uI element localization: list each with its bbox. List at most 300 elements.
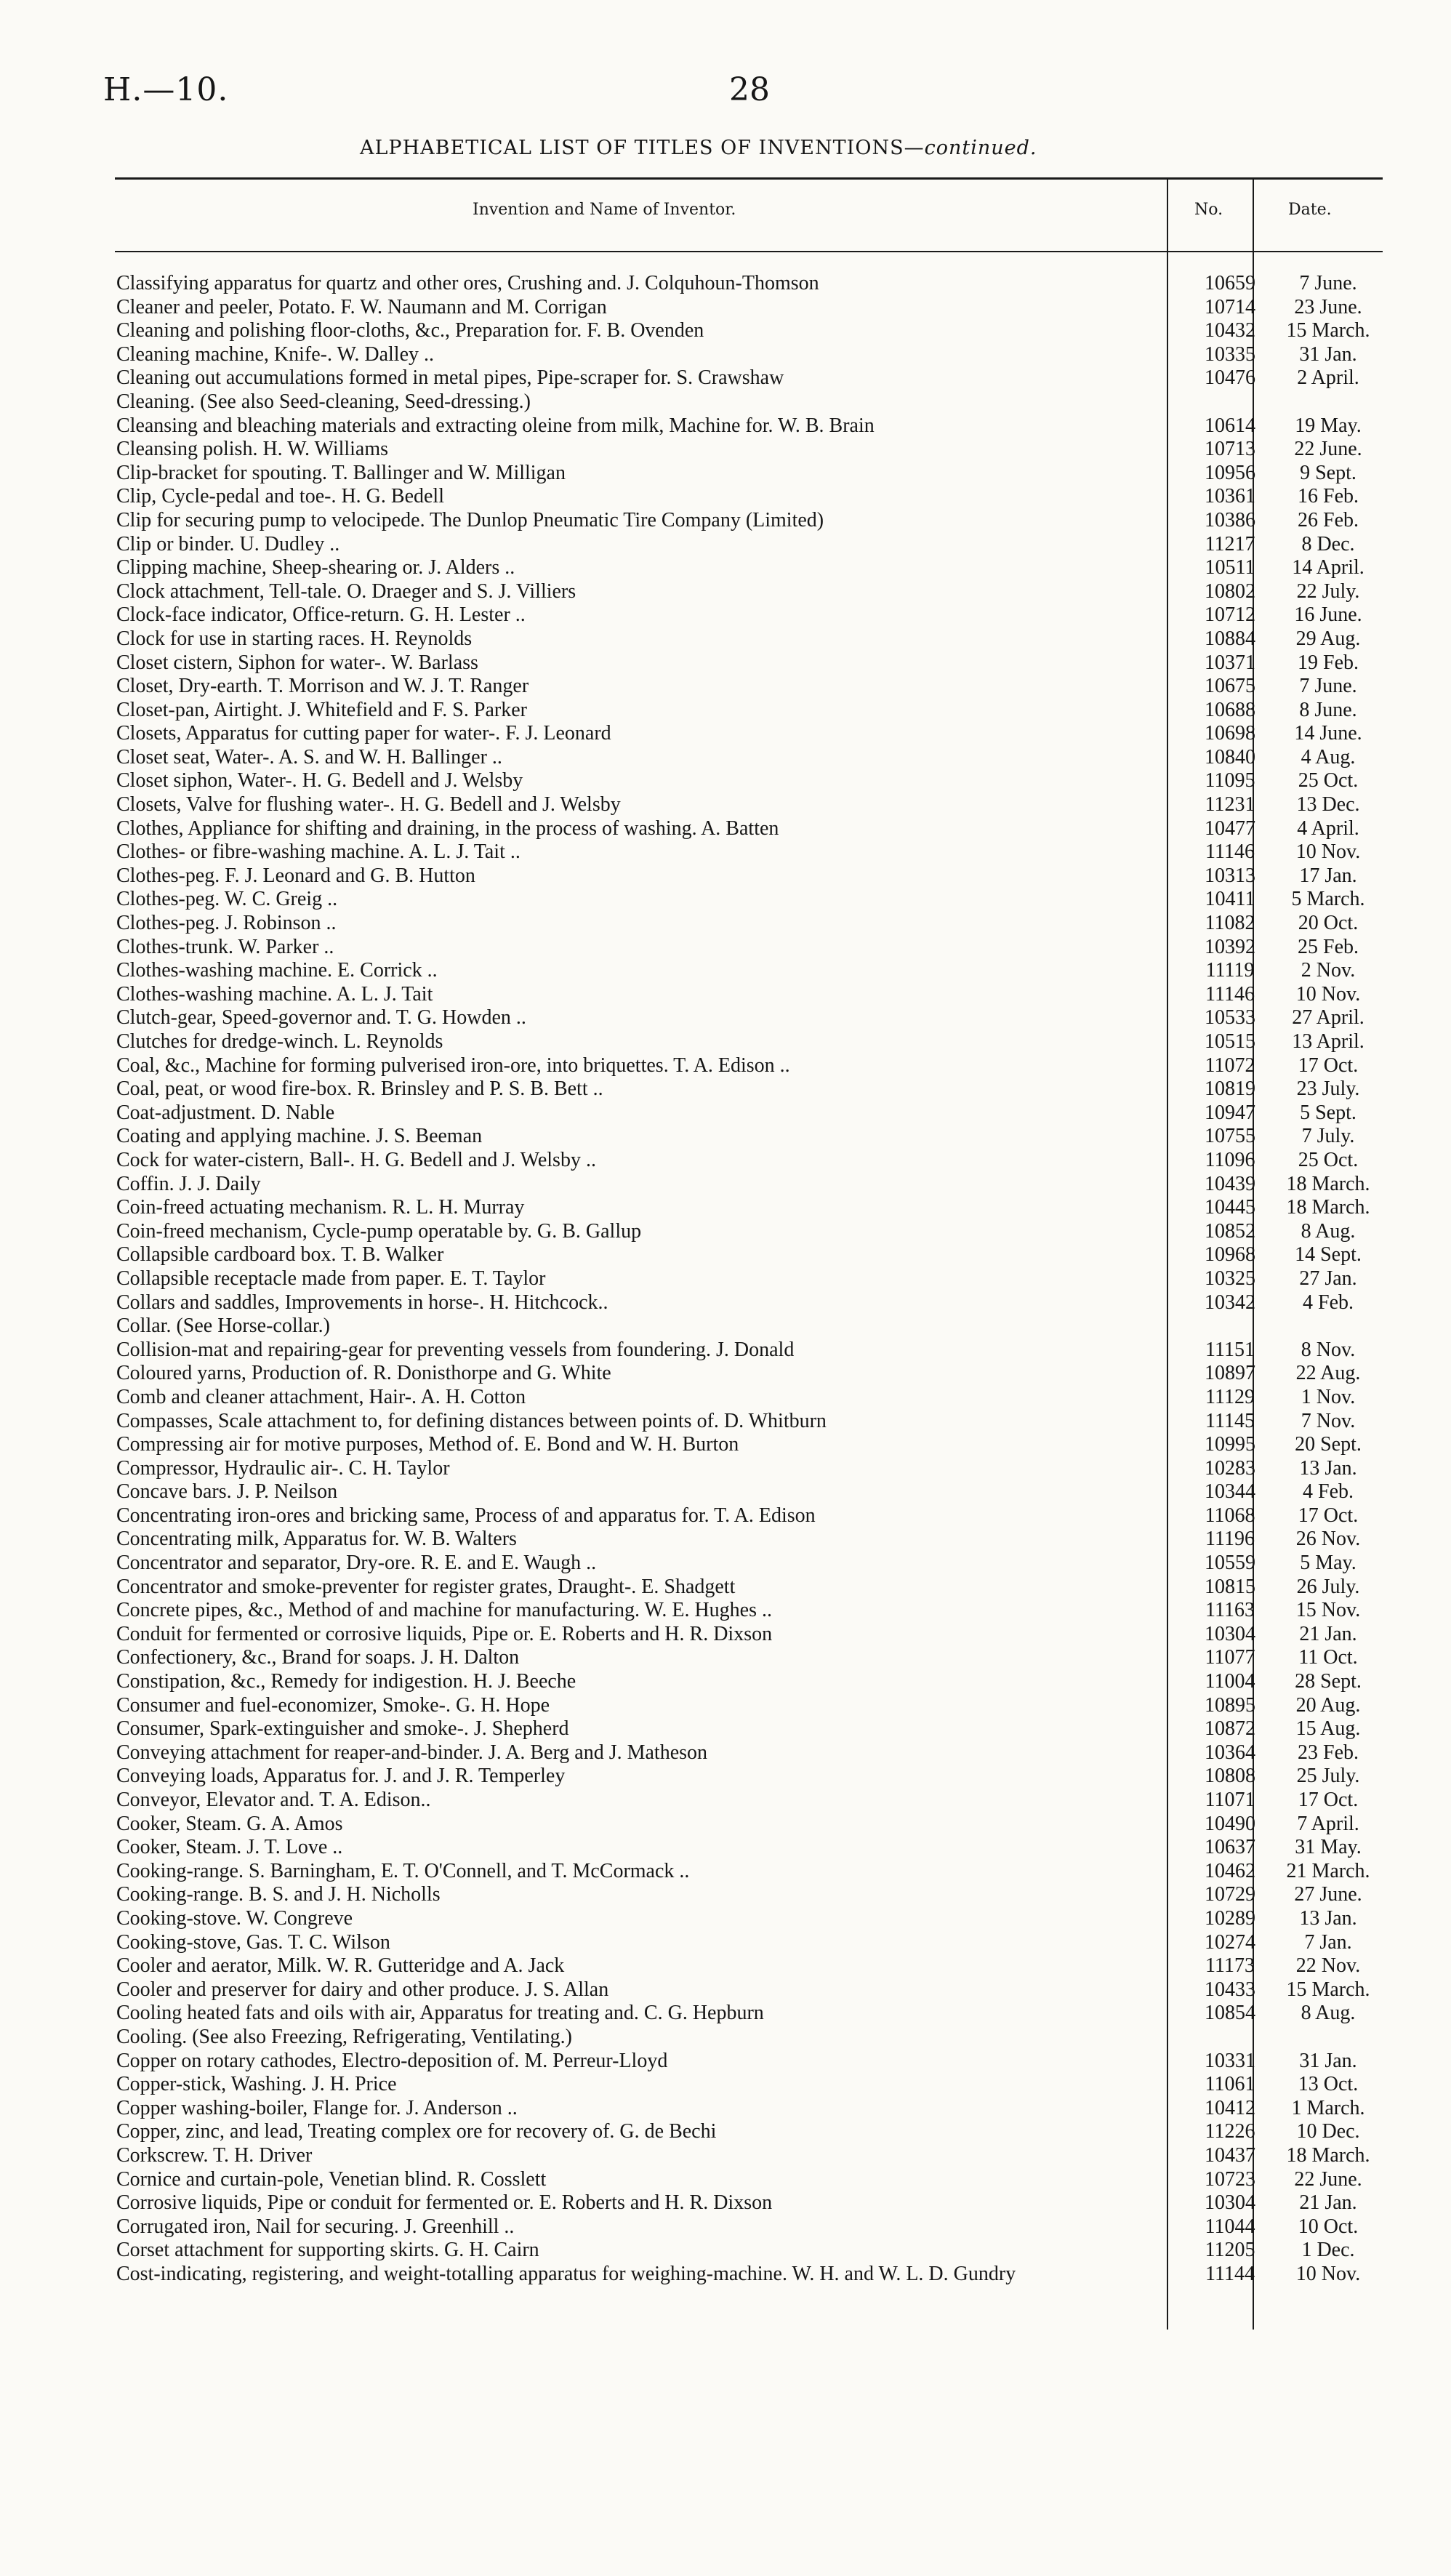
list-item	[116, 1125, 1367, 1149]
patent-number: 10815	[1205, 1575, 1255, 1598]
patent-number: 11129	[1205, 1385, 1255, 1408]
patent-date: 2 Nov.	[1301, 959, 1356, 982]
patent-number: 10698	[1205, 722, 1255, 745]
list-item	[116, 793, 1367, 817]
invention-title: Consumer and fuel-economizer, Smoke-. G. H. Hope	[116, 1693, 550, 1717]
invention-title: Concentrating iron-ores and bricking same, Process of and apparatus for. T. A. Edison	[116, 1504, 816, 1527]
invention-title: Clothes-peg. W. C. Greig ..	[116, 888, 338, 911]
patent-date: 10 Nov.	[1295, 840, 1361, 864]
list-item	[116, 509, 1367, 533]
invention-title: Cooking-range. B. S. and J. H. Nicholls	[116, 1883, 441, 1906]
list-item	[116, 651, 1367, 675]
patent-number: 10675	[1205, 675, 1255, 698]
invention-title: Concave bars. J. P. Neilson	[116, 1480, 338, 1504]
patent-date: 21 Jan.	[1299, 1622, 1357, 1645]
list-item	[116, 1267, 1367, 1291]
patent-number: 10712	[1205, 603, 1255, 627]
list-item	[116, 603, 1367, 627]
patent-date: 7 June.	[1299, 272, 1357, 294]
patent-date: 8 June.	[1299, 698, 1357, 721]
list-item	[116, 2050, 1367, 2074]
list-item	[116, 1552, 1367, 1576]
patent-number: 10968	[1205, 1243, 1255, 1267]
patent-number: 11044	[1205, 2215, 1255, 2238]
patent-number: 10819	[1205, 1078, 1255, 1101]
list-item	[116, 414, 1367, 438]
patent-date: 17 Oct.	[1298, 1789, 1359, 1811]
patent-date: 18 March.	[1286, 2143, 1370, 2167]
list-item	[116, 675, 1367, 699]
page-title	[360, 137, 1037, 159]
patent-number: 10872	[1205, 1717, 1255, 1741]
list-item	[116, 1457, 1367, 1481]
patent-number: 11096	[1205, 1148, 1255, 1171]
invention-title: Cornice and curtain-pole, Venetian blind. R. Cosslett	[116, 2167, 547, 2191]
invention-title: Coloured yarns, Production of. R. Donisthorpe and G. White	[116, 1362, 611, 1385]
patent-date: 4 April.	[1297, 816, 1359, 840]
invention-title: Coal, &c., Machine for forming pulverised iron-ore, into briquettes. T. A. Edison ..	[116, 1054, 790, 1077]
patent-date: 10 Oct.	[1298, 2215, 1359, 2238]
invention-title: Conveying loads, Apparatus for. J. and J. R. Temperley	[116, 1765, 566, 1788]
inventions-list	[116, 272, 1370, 2310]
patent-number: 10304	[1205, 2191, 1255, 2215]
patent-date: 8 Aug.	[1301, 1219, 1356, 1243]
patent-number: 10490	[1205, 1812, 1255, 1835]
invention-title: Clothes-peg. J. Robinson ..	[116, 912, 337, 935]
list-item	[116, 817, 1367, 841]
invention-title: Coin-freed actuating mechanism. R. L. H. Murray	[116, 1196, 525, 1219]
invention-title: Clutches for dredge-winch. L. Reynolds	[116, 1030, 443, 1053]
list-item	[116, 1291, 1367, 1315]
invention-title: Corrugated iron, Nail for securing. J. Greenhill ..	[116, 2215, 515, 2238]
invention-title: Conveying attachment for reaper-and-binder. J. A. Berg and J. Matheson	[116, 1741, 708, 1764]
patent-date: 8 Nov.	[1301, 1338, 1356, 1361]
invention-title: Corset attachment for supporting skirts. G. H. Cairn	[116, 2239, 539, 2262]
invention-title: Consumer, Spark-extinguisher and smoke-. J. Shepherd	[116, 1717, 569, 1741]
patent-number: 11151	[1205, 1338, 1255, 1361]
list-item	[116, 936, 1367, 960]
list-item	[116, 1623, 1367, 1647]
invention-title: Copper-stick, Washing. J. H. Price	[116, 2073, 397, 2096]
invention-title: Compressing air for motive purposes, Method of. E. Bond and W. H. Burton	[116, 1433, 739, 1456]
list-item	[116, 864, 1367, 888]
list-item	[116, 1599, 1367, 1623]
list-item	[116, 1646, 1367, 1670]
patent-date: 21 March.	[1286, 1859, 1370, 1882]
list-item	[116, 1765, 1367, 1789]
invention-title: Cost-indicating, registering, and weight-totalling apparatus for weighing-machine. W. H. and W. L. D. Gundry	[116, 2262, 1016, 2285]
patent-date: 13 Dec.	[1296, 793, 1360, 816]
list-item	[116, 366, 1367, 390]
list-item	[116, 1883, 1367, 1907]
patent-number: 10342	[1205, 1291, 1255, 1314]
list-item	[116, 462, 1367, 486]
patent-number: 10884	[1205, 627, 1255, 650]
invention-title: Clutch-gear, Speed-governor and. T. G. Howden ..	[116, 1006, 526, 1030]
patent-number: 11205	[1205, 2239, 1255, 2262]
patent-date: 15 March.	[1286, 319, 1370, 342]
patent-date: 7 Jan.	[1304, 1930, 1352, 1954]
patent-number: 11068	[1205, 1504, 1255, 1527]
patent-number: 10432	[1205, 319, 1255, 342]
patent-date: 4 Feb.	[1303, 1480, 1354, 1504]
patent-date: 19 May.	[1295, 414, 1362, 437]
list-item	[116, 1030, 1367, 1054]
patent-date: 19 Feb.	[1298, 651, 1359, 674]
patent-number: 10445	[1205, 1196, 1255, 1219]
invention-title: Clip-bracket for spouting. T. Ballinger and W. Milligan	[116, 461, 566, 484]
patent-number: 10723	[1205, 2167, 1255, 2191]
patent-number: 10854	[1205, 2002, 1255, 2025]
list-item	[116, 343, 1367, 367]
invention-title: Conveyor, Elevator and. T. A. Edison..	[116, 1789, 431, 1811]
patent-number: 10808	[1205, 1765, 1255, 1788]
patent-number: 10802	[1205, 579, 1255, 603]
patent-date: 17 Oct.	[1298, 1504, 1359, 1527]
list-item	[116, 722, 1367, 746]
patent-number: 11145	[1205, 1409, 1255, 1432]
invention-title: Cooler and preserver for dairy and other produce. J. S. Allan	[116, 1978, 609, 2001]
list-item	[116, 438, 1367, 462]
patent-number: 10895	[1205, 1693, 1255, 1717]
invention-title: Clothes-peg. F. J. Leonard and G. B. Hutton	[116, 864, 475, 887]
invention-title: Clothes, Appliance for shifting and draining, in the process of washing. A. Batten	[116, 816, 779, 840]
patent-date: 10 Nov.	[1295, 982, 1361, 1006]
patent-number: 10637	[1205, 1836, 1255, 1859]
invention-title: Closet cistern, Siphon for water-. W. Barlass	[116, 651, 478, 674]
list-item	[116, 888, 1367, 912]
list-item	[116, 2026, 1367, 2050]
invention-title: Concentrator and smoke-preventer for register grates, Draught-. E. Shadgett	[116, 1575, 736, 1598]
list-item	[116, 1836, 1367, 1860]
invention-title: Closets, Valve for flushing water-. H. G. Bedell and J. Welsby	[116, 793, 621, 816]
invention-title: Collar. (See Horse-collar.)	[116, 1315, 330, 1338]
invention-title: Confectionery, &c., Brand for soaps. J. H. Dalton	[116, 1646, 520, 1669]
report-code: H.—10.	[103, 71, 229, 108]
patent-number: 11146	[1205, 840, 1255, 864]
patent-date: 1 Dec.	[1301, 2239, 1355, 2262]
patent-date: 2 April.	[1297, 366, 1359, 390]
invention-title: Collapsible receptacle made from paper. E. T. Taylor	[116, 1267, 546, 1290]
patent-date: 29 Aug.	[1295, 627, 1361, 650]
list-item	[116, 1741, 1367, 1765]
patent-date: 18 March.	[1286, 1196, 1370, 1219]
invention-title: Clock attachment, Tell-tale. O. Draeger and S. J. Villiers	[116, 579, 576, 603]
patent-number: 11146	[1205, 982, 1255, 1006]
patent-number: 11144	[1205, 2262, 1255, 2285]
invention-title: Cooking-range. S. Barningham, E. T. O'Connell, and T. McCormack ..	[116, 1859, 690, 1882]
patent-date: 17 Oct.	[1298, 1054, 1359, 1077]
invention-title: Compressor, Hydraulic air-. C. H. Taylor	[116, 1456, 450, 1480]
invention-title: Clip or binder. U. Dudley ..	[116, 532, 340, 555]
patent-date: 10 Nov.	[1295, 2262, 1361, 2285]
patent-number: 10713	[1205, 438, 1255, 461]
patent-number: 10433	[1205, 1978, 1255, 2001]
list-item	[116, 1789, 1367, 1813]
invention-title: Clock for use in starting races. H. Reynolds	[116, 627, 473, 650]
invention-title: Clock-face indicator, Office-return. G. H. Lester ..	[116, 603, 526, 627]
patent-date: 13 Jan.	[1299, 1906, 1357, 1930]
patent-number: 10313	[1205, 864, 1255, 887]
invention-title: Cock for water-cistern, Ball-. H. G. Bedell and J. Welsby ..	[116, 1148, 596, 1171]
list-item	[116, 769, 1367, 793]
patent-number: 11217	[1205, 532, 1255, 555]
patent-date: 31 Jan.	[1299, 342, 1357, 366]
list-item	[116, 1054, 1367, 1078]
patent-number: 10325	[1205, 1267, 1255, 1290]
list-item	[116, 556, 1367, 580]
list-item	[116, 1694, 1367, 1718]
invention-title: Compasses, Scale attachment to, for defining distances between points of. D. Whitburn	[116, 1409, 827, 1432]
patent-number: 11004	[1205, 1670, 1255, 1693]
patent-number: 10344	[1205, 1480, 1255, 1504]
invention-title: Copper on rotary cathodes, Electro-deposition of. M. Perreur-Lloyd	[116, 2049, 668, 2072]
patent-date: 4 Aug.	[1301, 745, 1356, 769]
list-item	[116, 1813, 1367, 1837]
page-number: 28	[729, 71, 770, 108]
list-item	[116, 2002, 1367, 2026]
patent-date: 18 March.	[1286, 1172, 1370, 1195]
patent-number: 10392	[1205, 935, 1255, 958]
column-header-invention: Invention and Name of Inventor.	[473, 201, 736, 219]
patent-number: 10729	[1205, 1883, 1255, 1906]
list-item	[116, 1480, 1367, 1504]
list-item	[116, 912, 1367, 936]
patent-date: 7 July.	[1301, 1125, 1355, 1148]
list-item	[116, 2143, 1370, 2168]
invention-title: Cleaning. (See also Seed-cleaning, Seed-dressing.)	[116, 390, 531, 413]
patent-number: 10439	[1205, 1172, 1255, 1195]
list-item	[116, 2120, 1367, 2144]
patent-date: 22 June.	[1294, 2167, 1362, 2191]
invention-title: Collision-mat and repairing-gear for preventing vessels from foundering. J. Donald	[116, 1338, 795, 1361]
invention-title: Closets, Apparatus for cutting paper for water-. F. J. Leonard	[116, 722, 611, 745]
patent-date: 1 March.	[1291, 2096, 1365, 2119]
invention-title: Conduit for fermented or corrosive liquids, Pipe or. E. Roberts and H. R. Dixson	[116, 1622, 773, 1645]
invention-title: Corkscrew. T. H. Driver	[116, 2143, 313, 2167]
patent-number: 10412	[1205, 2096, 1255, 2119]
patent-number: 10283	[1205, 1456, 1255, 1480]
invention-title: Coffin. J. J. Daily	[116, 1172, 261, 1195]
invention-title: Clothes- or fibre-washing machine. A. L. J. Tait ..	[116, 840, 520, 864]
invention-title: Constipation, &c., Remedy for indigestion. H. J. Beeche	[116, 1670, 576, 1693]
list-item	[116, 1362, 1367, 1386]
list-item	[116, 2073, 1367, 2097]
patent-number: 11231	[1205, 793, 1255, 816]
patent-date: 10 Dec.	[1296, 2120, 1360, 2143]
patent-date: 22 June.	[1294, 438, 1362, 461]
invention-title: Collars and saddles, Improvements in horse-. H. Hitchcock..	[116, 1291, 608, 1314]
list-item	[116, 1670, 1367, 1694]
patent-date: 25 Oct.	[1298, 769, 1359, 793]
patent-number: 10437	[1205, 2143, 1255, 2167]
patent-date: 14 June.	[1294, 722, 1362, 745]
patent-date: 25 Oct.	[1298, 1148, 1359, 1171]
invention-title: Comb and cleaner attachment, Hair-. A. H. Cotton	[116, 1385, 526, 1408]
title-continued: continued.	[924, 137, 1037, 159]
header-bottom-rule	[115, 251, 1383, 252]
column-header-date: Date.	[1288, 201, 1332, 219]
list-item	[116, 699, 1367, 723]
invention-title: Copper, zinc, and lead, Treating complex ore for recovery of. G. de Bechi	[116, 2120, 717, 2143]
patent-number: 10714	[1205, 295, 1255, 318]
list-item	[116, 485, 1367, 509]
patent-number: 10364	[1205, 1741, 1255, 1764]
patent-number: 10995	[1205, 1433, 1255, 1456]
invention-title: Collapsible cardboard box. T. B. Walker	[116, 1243, 444, 1267]
invention-title: Clothes-trunk. W. Parker ..	[116, 935, 334, 958]
invention-title: Clip, Cycle-pedal and toe-. H. G. Bedell	[116, 485, 444, 508]
patent-date: 26 July.	[1296, 1575, 1360, 1598]
invention-title: Coat-adjustment. D. Nable	[116, 1101, 335, 1124]
patent-number: 10533	[1205, 1006, 1255, 1030]
patent-date: 26 Feb.	[1298, 508, 1359, 531]
patent-number: 10335	[1205, 342, 1255, 366]
invention-title: Closet siphon, Water-. H. G. Bedell and J. Welsby	[116, 769, 523, 793]
patent-number: 10331	[1205, 2049, 1255, 2072]
patent-number: 10755	[1205, 1125, 1255, 1148]
patent-date: 8 Aug.	[1301, 2002, 1356, 2025]
patent-date: 5 March.	[1291, 888, 1365, 911]
invention-title: Cleansing and bleaching materials and extracting oleine from milk, Machine for. W. B. Brain	[116, 414, 875, 437]
list-item	[116, 983, 1367, 1007]
patent-date: 20 Oct.	[1298, 912, 1359, 935]
list-item	[116, 1433, 1367, 1457]
patent-date: 5 Sept.	[1300, 1101, 1356, 1124]
patent-date: 15 March.	[1286, 1978, 1370, 2001]
patent-number: 10462	[1205, 1859, 1255, 1882]
list-item	[116, 1576, 1367, 1600]
list-item	[116, 533, 1367, 557]
patent-date: 27 Jan.	[1299, 1267, 1357, 1290]
patent-number: 10614	[1205, 414, 1255, 437]
patent-number: 10659	[1205, 272, 1255, 294]
patent-number: 11196	[1205, 1528, 1255, 1551]
invention-title: Cooler and aerator, Milk. W. R. Gutteridge and A. Jack	[116, 1954, 565, 1978]
invention-title: Concentrating milk, Apparatus for. W. B. Walters	[116, 1528, 517, 1551]
patent-date: 13 April.	[1292, 1030, 1364, 1053]
patent-number: 10304	[1205, 1622, 1255, 1645]
list-item	[116, 2215, 1367, 2239]
patent-number: 11095	[1205, 769, 1255, 793]
list-item	[116, 272, 1367, 296]
patent-date: 26 Nov.	[1295, 1528, 1361, 1551]
column-header-no: No.	[1194, 201, 1223, 219]
patent-number: 10956	[1205, 461, 1255, 484]
list-item	[116, 746, 1367, 770]
list-item	[116, 1078, 1367, 1102]
invention-title: Clip for securing pump to velocipede. The Dunlop Pneumatic Tire Company (Limited)	[116, 508, 824, 531]
patent-number: 10515	[1205, 1030, 1255, 1053]
patent-number: 11226	[1205, 2120, 1255, 2143]
list-item	[116, 1859, 1370, 1884]
invention-title: Cooker, Steam. J. T. Love ..	[116, 1836, 343, 1859]
list-item	[116, 1907, 1367, 1931]
list-item	[116, 2168, 1367, 2192]
invention-title: Closet seat, Water-. A. S. and W. H. Ballinger ..	[116, 745, 502, 769]
patent-date: 15 Nov.	[1295, 1599, 1361, 1622]
invention-title: Cooking-stove. W. Congreve	[116, 1906, 353, 1930]
patent-date: 31 Jan.	[1299, 2049, 1357, 2072]
invention-title: Cleaning and polishing floor-cloths, &c., Preparation for. F. B. Ovenden	[116, 319, 704, 342]
patent-date: 23 July.	[1296, 1078, 1360, 1101]
patent-number: 11173	[1205, 1954, 1255, 1978]
patent-number: 10947	[1205, 1101, 1255, 1124]
list-item	[116, 959, 1367, 983]
patent-number: 11163	[1205, 1599, 1255, 1622]
list-item	[116, 1339, 1367, 1363]
invention-title: Clothes-washing machine. E. Corrick ..	[116, 959, 438, 982]
patent-number: 10852	[1205, 1219, 1255, 1243]
invention-title: Cleaning out accumulations formed in metal pipes, Pipe-scraper for. S. Crawshaw	[116, 366, 784, 390]
patent-number: 11072	[1205, 1054, 1255, 1077]
list-item	[116, 1102, 1367, 1126]
patent-number: 10688	[1205, 698, 1255, 721]
invention-title: Closet-pan, Airtight. J. Whitefield and F. S. Parker	[116, 698, 527, 721]
patent-date: 20 Sept.	[1295, 1433, 1362, 1456]
invention-title: Concentrator and separator, Dry-ore. R. E. and E. Waugh ..	[116, 1552, 597, 1575]
patent-date: 15 Aug.	[1295, 1717, 1361, 1741]
list-item	[116, 840, 1367, 864]
patent-number: 10386	[1205, 508, 1255, 531]
patent-date: 5 May.	[1300, 1552, 1356, 1575]
patent-date: 22 Aug.	[1295, 1362, 1361, 1385]
list-item	[116, 1528, 1367, 1552]
patent-date: 27 April.	[1292, 1006, 1364, 1030]
invention-title: Clothes-washing machine. A. L. J. Tait	[116, 982, 433, 1006]
patent-date: 27 June.	[1294, 1883, 1362, 1906]
patent-number: 10289	[1205, 1906, 1255, 1930]
invention-title: Cooker, Steam. G. A. Amos	[116, 1812, 343, 1835]
invention-title: Cooling. (See also Freezing, Refrigerating, Ventilating.)	[116, 2025, 573, 2048]
invention-title: Classifying apparatus for quartz and other ores, Crushing and. J. Colquhoun-Thomson	[116, 272, 819, 294]
invention-title: Clipping machine, Sheep-shearing or. J. Alders ..	[116, 556, 515, 579]
list-item	[116, 1954, 1367, 1978]
patent-date: 17 Jan.	[1299, 864, 1357, 887]
list-item	[116, 1006, 1367, 1030]
list-item	[116, 1717, 1367, 1741]
patent-date: 22 Nov.	[1295, 1954, 1361, 1978]
list-item	[116, 319, 1370, 343]
patent-date: 22 July.	[1296, 579, 1360, 603]
patent-number: 10511	[1205, 556, 1255, 579]
patent-date: 25 July.	[1296, 1765, 1360, 1788]
patent-number: 10274	[1205, 1930, 1255, 1954]
list-item	[116, 627, 1367, 651]
list-item	[116, 2239, 1367, 2263]
list-item	[116, 2191, 1367, 2215]
list-item	[116, 580, 1367, 604]
invention-title: Copper washing-boiler, Flange for. J. Anderson ..	[116, 2096, 518, 2119]
patent-date: 8 Dec.	[1301, 532, 1355, 555]
list-item	[116, 1196, 1370, 1220]
invention-title: Cleaner and peeler, Potato. F. W. Naumann and M. Corrigan	[116, 295, 607, 318]
invention-title: Closet, Dry-earth. T. Morrison and W. J. T. Ranger	[116, 675, 529, 698]
patent-date: 7 Nov.	[1301, 1409, 1356, 1432]
patent-date: 7 June.	[1299, 675, 1357, 698]
patent-date: 1 Nov.	[1301, 1385, 1356, 1408]
patent-date: 14 Sept.	[1295, 1243, 1362, 1267]
patent-date: 25 Feb.	[1298, 935, 1359, 958]
list-item	[116, 1931, 1367, 1955]
patent-number: 10411	[1205, 888, 1255, 911]
patent-date: 4 Feb.	[1303, 1291, 1354, 1314]
list-item	[116, 296, 1367, 320]
list-item	[116, 1386, 1367, 1410]
invention-title: Cooling heated fats and oils with air, Apparatus for treating and. C. G. Hepburn	[116, 2002, 764, 2025]
list-item	[116, 1315, 1367, 1339]
patent-date: 16 Feb.	[1298, 485, 1359, 508]
